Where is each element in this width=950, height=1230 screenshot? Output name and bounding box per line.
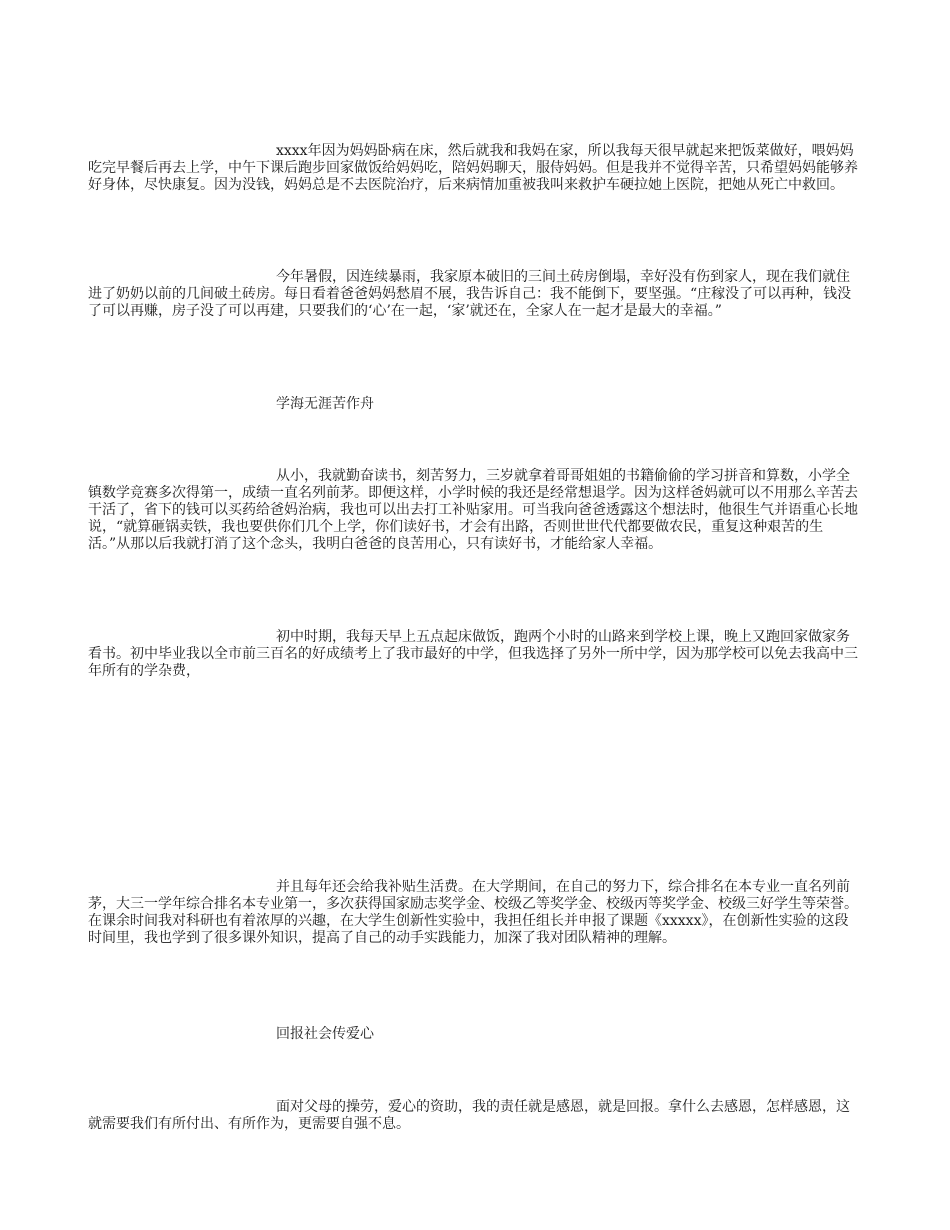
paragraph-gratitude: 面对父母的操劳，爱心的资助，我的责任就是感恩，就是回报。拿什么去感恩，怎样感恩，这就需要我们有所付出、有所作为，更需要自强不息。 (88, 1099, 850, 1132)
paragraph-mother-illness: xxxx年因为妈妈卧病在床，然后就我和我妈在家，所以我每天很早就起来把饭菜做好，喂妈妈吃完早餐后再去上学，中午下课后跑步回家做饭给妈妈吃，陪妈妈聊天，服侍妈妈。但是我并不觉得辛苦，只希望妈妈能够养好身体，尽快康复。因为没钱，妈妈总是不去医院治疗，后来病情加重被我叫来救护车硬拉她上医院，把她从死亡中救回。 (88, 143, 858, 193)
paragraph-childhood-study: 从小，我就勤奋读书，刻苦努力，三岁就拿着哥哥姐姐的书籍偷偷的学习拼音和算数，小学全镇数学竞赛多次得第一，成绩一直名列前茅。即便这样，小学时候的我还是经常想退学。因为这样爸妈就可以不用那么辛苦去干活了，省下的钱可以买药给爸妈治病，我也可以出去打工补贴家用。可当我向爸爸透露这个想法时，他很生气并语重心长地说，“就算砸锅卖铁，我也要供你们几个上学，你们读好书，才会有出路，否则世世代代都要做农民，重复这种艰苦的生活。”从那以后我就打消了这个念头，我明白爸爸的良苦用心，只有读好书，才能给家人幸福。 (88, 468, 858, 552)
section-heading-giving-back: 回报社会传爱心 (276, 1026, 374, 1042)
paragraph-university: 并且每年还会给我补贴生活费。在大学期间，在自己的努力下，综合排名在本专业一直名列前茅，大三一学年综合排名本专业第一，多次获得国家励志奖学金、校级乙等奖学金、校级丙等奖学金、校级三好学生等荣誉。在课余时间我对科研也有着浓厚的兴趣，在大学生创新性实验中，我担任组长并申报了课题《xxxxx》，在创新性实验的这段时间里，我也学到了很多课外知识，提高了自己的动手实践能力，加深了我对团队精神的理解。 (88, 879, 858, 946)
paragraph-middle-school: 初中时期，我每天早上五点起床做饭，跑两个小时的山路来到学校上课，晚上又跑回家做家务看书。初中毕业我以全市前三百名的好成绩考上了我市最好的中学，但我选择了另外一所中学，因为那学校可以免去我高中三年所有的学杂费， (88, 629, 858, 679)
paragraph-house-collapse: 今年暑假，因连续暴雨，我家原本破旧的三间土砖房倒塌，幸好没有伤到家人，现在我们就住进了奶奶以前的几间破土砖房。每日看着爸爸妈妈愁眉不展，我告诉自己：我不能倒下，要坚强。“庄稼没了可以再种，钱没了可以再赚，房子没了可以再建，只要我们的‘心’在一起，‘家’就还在，全家人在一起才是最大的幸福。” (88, 269, 852, 319)
section-heading-study: 学海无涯苦作舟 (276, 396, 374, 412)
